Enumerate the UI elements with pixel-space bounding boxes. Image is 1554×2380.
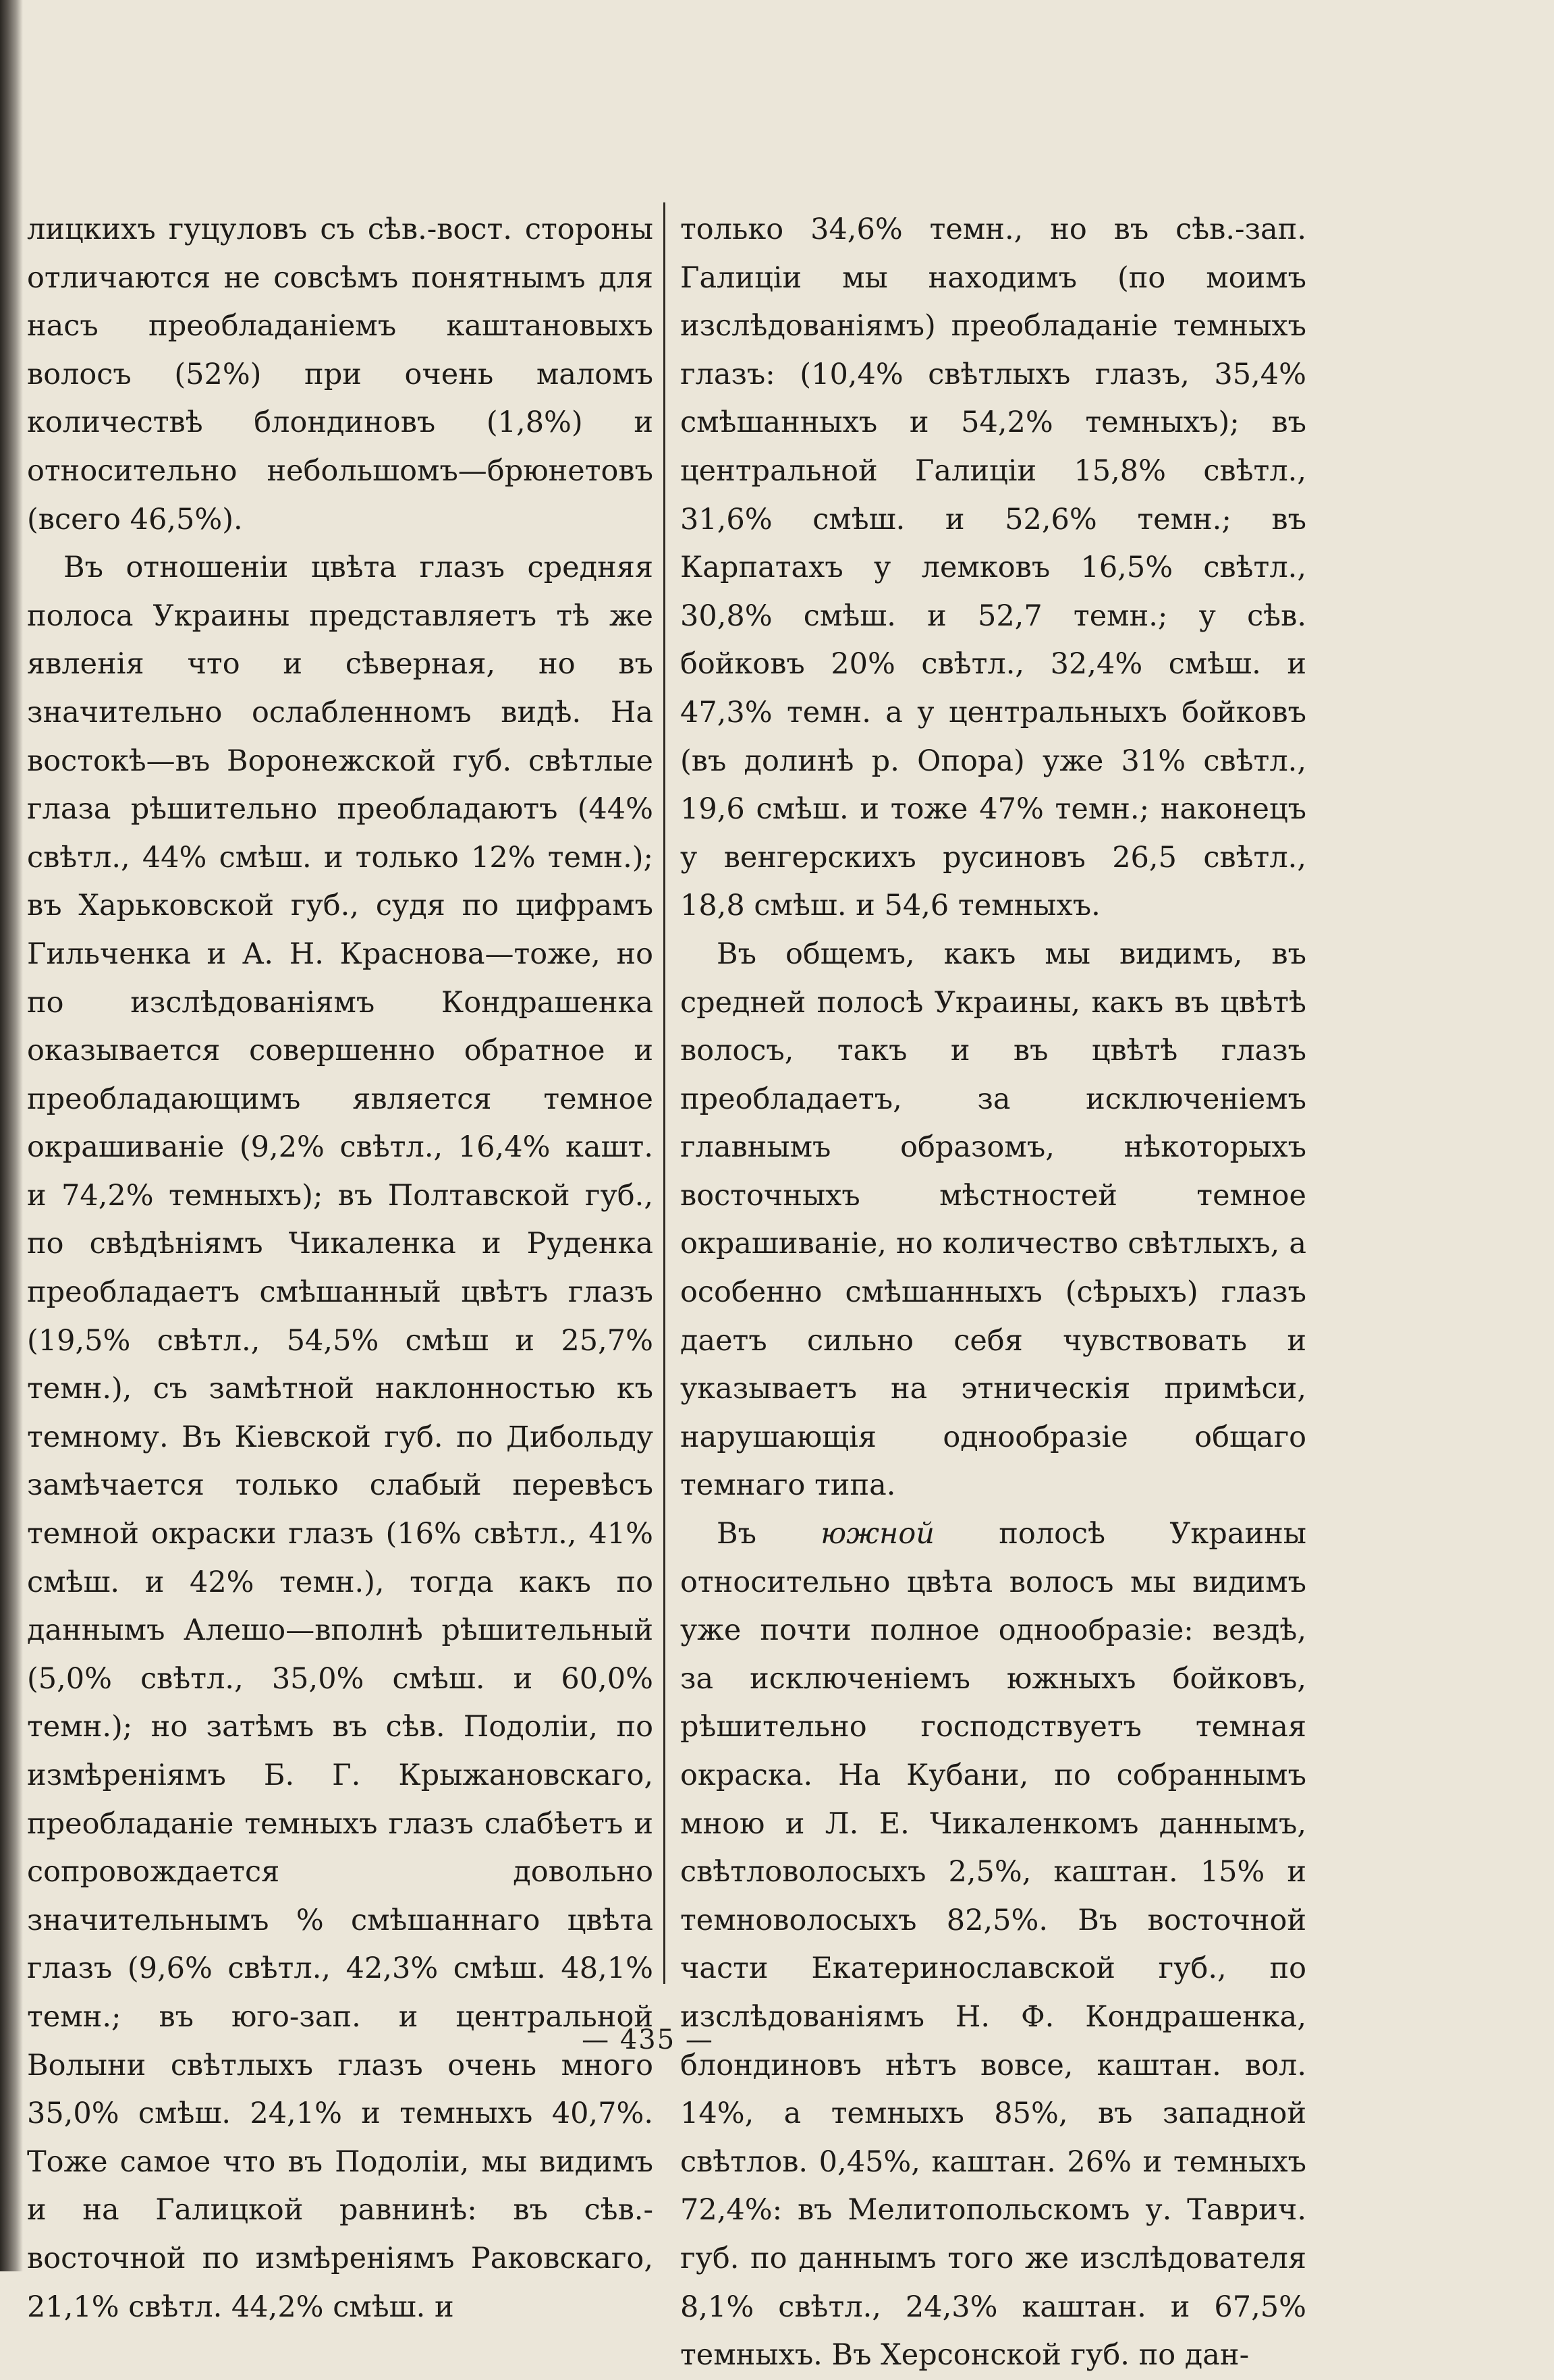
right-paragraph-2: Въ общемъ, какъ мы видимъ, въ средней полосѣ Украины, какъ въ цвѣтѣ волосъ, такъ и въ цвѣтѣ глазъ преобладаетъ, за исключеніемъ главнымъ образомъ, нѣкоторыхъ восточныхъ мѣстностей темное окрашиваніе, но количество свѣтлыхъ, а особенно смѣшанныхъ (сѣрыхъ) глазъ даетъ сильно себя чувствовать и указываетъ на этническія примѣси, нарушающія однообразіе общаго темнаго типа. — [680, 937, 1306, 1503]
left-paragraph-1: лицкихъ гуцуловъ съ сѣв.-вост. стороны отличаются не совсѣмъ понятнымъ для насъ преобладаніемъ каштановыхъ волосъ (52%) при очень маломъ количествѣ блондиновъ (1,8%) и относительно небольшомъ—брюнетовъ (всего 46,5%). — [27, 213, 653, 536]
paragraph-3-lead: Въ — [717, 1517, 756, 1551]
left-column — [27, 206, 653, 2331]
left-paragraph-2: Въ отношеніи цвѣта глазъ средняя полоса Украины представляетъ тѣ же явленія что и сѣверная, но въ значительно ослабленномъ видѣ. На востокѣ—въ Воронежской губ. свѣтлые глаза рѣшительно преобладаютъ (44% свѣтл., 44% смѣш. и только 12% темн.); въ Харьковской губ., судя по цифрамъ Гильченка и А. Н. Краснова—тоже, но по изслѣдованіямъ Кондрашенка оказывается совершенно обратное и преобладающимъ является темное окрашиваніе (9,2% свѣтл., 16,4% кашт. и 74,2% темныхъ); въ Полтавской губ., по свѣдѣніямъ Чикаленка и Руденка преобладаетъ смѣшанный цвѣтъ глазъ (19,5% свѣтл., 54,5% смѣш и 25,7% темн.), съ замѣтной наклонностью къ темному. Въ Кіевской губ. по Дибольду замѣчается только слабый перевѣсъ темной окраски глазъ (16% свѣтл., 41% смѣш. и 42% темн.), тогда какъ по даннымъ Алешо—вполнѣ рѣшительный (5,0% свѣтл., 35,0% смѣш. и 60,0% темн.); но затѣмъ въ сѣв. Подоліи, по измѣреніямъ Б. Г. Крыжановскаго, преобладаніе темныхъ глазъ слабѣетъ и сопровождается довольно значительнымъ % смѣшаннаго цвѣта глазъ (9,6% свѣтл., 42,3% смѣш. 48,1% темн.; въ юго-зап. и центральной Волыни свѣтлыхъ глазъ очень много 35,0% смѣш. 24,1% и темныхъ 40,7%. Тоже самое что въ Подоліи, мы видимъ и на Галицкой равнинѣ: въ сѣв.-восточной по измѣреніямъ Раковскаго, 21,1% свѣтл. 44,2% смѣш. и — [27, 551, 653, 2324]
column-divider — [663, 202, 665, 1984]
page-number: — 435 — — [582, 2024, 714, 2055]
right-paragraph-1: только 34,6% темн., но въ сѣв.-зап. Галиціи мы находимъ (по моимъ изслѣдованіямъ) преобладаніе темныхъ глазъ: (10,4% свѣтлыхъ глазъ, 35,4% смѣшанныхъ и 54,2% темныхъ); въ центральной Галиціи 15,8% свѣтл., 31,6% смѣш. и 52,6% темн.; въ Карпатахъ у лемковъ 16,5% свѣтл., 30,8% смѣш. и 52,7 темн.; у сѣв. бойковъ 20% свѣтл., 32,4% смѣш. и 47,3% темн. а у центральныхъ бойковъ (въ долинѣ р. Опора) уже 31% свѣтл., 19,6 смѣш. и тоже 47% темн.; наконецъ у венгерскихъ русиновъ 26,5 свѣтл., 18,8 смѣш. и 54,6 темныхъ. — [680, 213, 1306, 923]
right-paragraph-3 — [680, 1510, 1306, 2380]
paragraph-3-body: полосѣ Украины относительно цвѣта волосъ мы видимъ уже почти полное однообразіе: вездѣ, за исключеніемъ южныхъ бойковъ, рѣшительно господствуетъ темная окраска. На Кубани, по собраннымъ мною и Л. Е. Чикаленкомъ даннымъ, свѣтловолосыхъ 2,5%, каштан. 15% и темноволосыхъ 82,5%. Въ восточной части Екатеринославской губ., по изслѣдованіямъ Н. Ф. Кондрашенка, блондиновъ нѣтъ вовсе, каштан. вол. 14%, а темныхъ 85%, въ западной свѣтлов. 0,45%, каштан. 26% и темныхъ 72,4%: въ Мелитопольскомъ у. Таврич. губ. по даннымъ того же изслѣдователя 8,1% свѣтл., 24,3% каштан. и 67,5% темныхъ. Въ Херсонской губ. по дан- — [680, 1517, 1307, 2373]
emphasized-word-southern: южной — [821, 1517, 935, 1551]
